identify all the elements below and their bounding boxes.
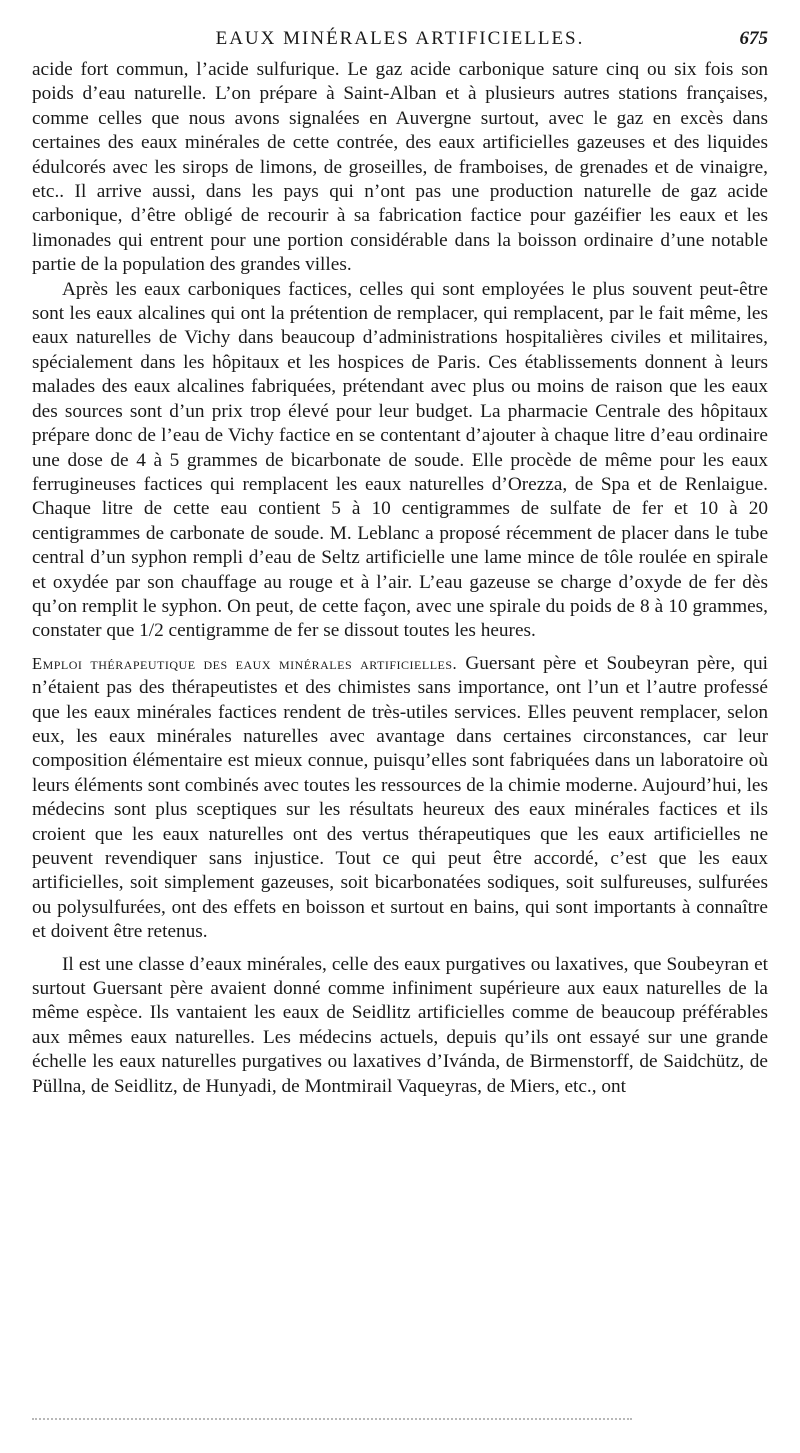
section-heading: Emploi thérapeutique des eaux minérales artificielles. (32, 653, 458, 673)
paragraph-purgative-waters: Il est une classe d’eaux minérales, celle des eaux purgatives ou laxatives, que Soubeyran et surtout Guersant père avaient donné comme infiniment supérieure aux eaux naturelles de la même espèce. Ils vantaient les eaux de Seidlitz artificielles comme de beaucoup préférables aux mêmes eaux naturelles. Les médecins actuels, depuis qu’ils ont essayé sur une grande échelle les eaux naturelles purgatives ou laxatives d’Ivánda, de Birmenstorff, de Saidchütz, de Püllna, de Seidlitz, de Hunyadi, de Montmirail Vaqueyras, de Miers, etc., ont (32, 953, 768, 1097)
footer-scan-rule (32, 1418, 632, 1420)
paragraph-therapeutic-use (32, 652, 768, 945)
therapeutic-use-text: Guersant père et Soubeyran père, qui n’étaient pas des thérapeutistes et des chimistes sans importance, ont l’un et l’autre professé que les eaux minérales factices rendent de très-utiles services. Elles peuvent remplacer, selon eux, les eaux minérales naturelles avec avantage dans certaines circonstances, car leur composition élémentaire est mieux connue, puisqu’elles sont fabriquées dans un laboratoire où leurs éléments sont combinés avec toutes les ressources de la chimie moderne. Aujourd’hui, les médecins sont plus sceptiques sur les résultats heureux des eaux minérales factices et ils croient que les eaux naturelles ont des vertus thérapeutiques que les eaux artificielles ne peuvent revendiquer sans injustice. Tout ce qui peut être accordé, c’est que les eaux artificielles, soit simplement gazeuses, soit bicarbonatées sodiques, soit sulfureuses, sulfurées ou polysulfurées, ont des effets en boisson et surtout en bains, qui sont importants à connaître et doivent être retenus. (32, 652, 768, 943)
paragraph-continuation: acide fort commun, l’acide sulfurique. Le gaz acide carbonique sature cinq ou six fois son poids d’eau naturelle. L’on prépare à Saint-Alban et à plusieurs autres stations françaises, comme celles que nous avons signalées en Auvergne surtout, avec le gaz en excès dans certaines des eaux minérales de cette contrée, des eaux artificielles gazeuses et des liquides édulcorés avec les sirops de limons, de groseilles, de framboises, de grenades et de vinaigre, etc.. Il arrive aussi, dans les pays qui n’ont pas une production naturelle de gaz acide carbonique, d’être obligé de recourir à sa fabrication factice pour gazéifier les eaux et les limonades qui entrent pour une portion considérable dans la boisson ordinaire d’une notable partie de la population des grandes villes. (32, 59, 768, 276)
book-page (32, 28, 768, 1099)
running-head: EAUX MINÉRALES ARTIFICIELLES. (215, 28, 585, 49)
page-header (32, 28, 768, 54)
page-number: 675 (739, 28, 768, 49)
paragraph-artificial-alkaline-waters: Après les eaux carboniques factices, celles qui sont employées le plus souvent peut-être sont les eaux alcalines qui ont la prétention de remplacer, qui remplacent, par le fait même, les eaux naturelles de Vichy dans beaucoup d’administrations hospitalières civiles et militaires, spécialement dans les hôpitaux et les hospices de Paris. Ces établissements donnent à leurs malades des eaux alcalines fabriquées, prétendant avec plus ou moins de raison que les eaux des sources sont d’un prix trop élevé pour leur budget. La pharmacie Centrale des hôpitaux prépare donc de l’eau de Vichy factice en se contentant d’ajouter à chaque litre d’eau ordinaire une dose de 4 à 5 grammes de bicarbonate de soude. Elle procède de même pour les eaux ferrugineuses factices qui remplacent les eaux naturelles d’Orezza, de Spa et de Renlaigue. Chaque litre de cette eau contient 5 à 10 centigrammes de sulfate de fer et 10 à 20 centigrammes de carbonate de soude. M. Leblanc a proposé récemment de placer dans le tube central d’un syphon rempli d’eau de Seltz artificielle une lame mince de tôle roulée en spirale et oxydée par son chauffage au rouge et à l’air. L’eau gazeuse se charge d’oxyde de fer dès qu’on remplit le syphon. On peut, de cette façon, avec une spirale du poids de 8 à 10 grammes, constater que 1/2 centigramme de fer se dissout toutes les heures. (32, 278, 768, 642)
